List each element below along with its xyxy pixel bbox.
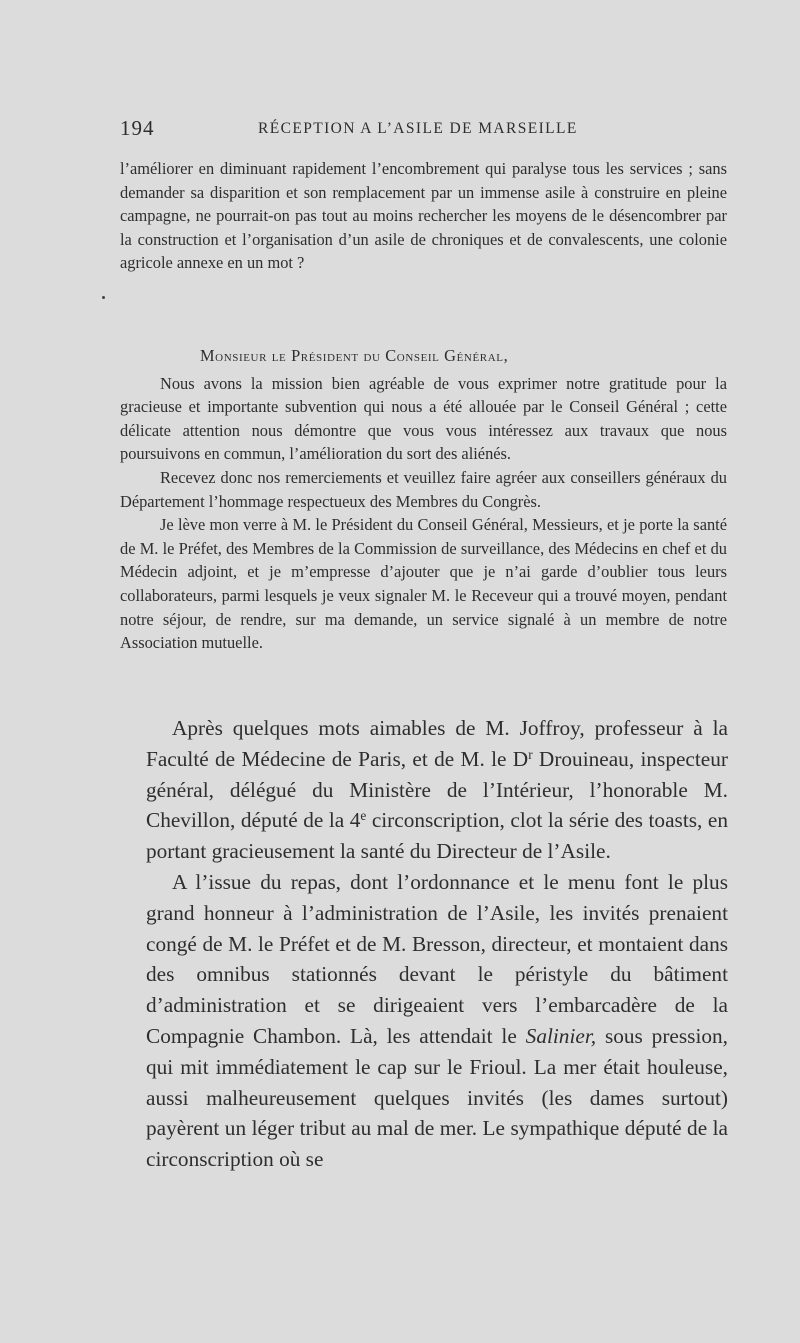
- running-title: RÉCEPTION A L’ASILE DE MARSEILLE: [258, 120, 578, 137]
- narrative-text: sous pression, qui mit immédiatement le cap sur le Frioul. La mer était houleuse, aussi malheureusement quelques invités (les dames surtout) payèrent un léger tribut au mal de mer. Le sympathique député de la circonscription où se: [146, 1023, 728, 1172]
- speech-continuation-paragraph: l’améliorer en diminuant rapidement l’encombrement qui paralyse tous les services ; sans demander sa disparition et son remplacement par un immense asile à construire en pleine campagne, ne pourrait-on pas tout au moins rechercher les moyens de le désencombrer par la construction et l’organisation d’un asile de chroniques et de convalescents, une colonie agricole annexe en un mot ?: [120, 159, 727, 273]
- narrative-text: circonscription, clot la série des toasts, en portant gracieusement la santé du Directeur de l’Asile.: [146, 808, 728, 864]
- speech-paragraph: Nous avons la mission bien agréable de vous exprimer notre gratitude pour la gracieuse et importante subvention qui nous a été allouée par le Conseil Général ; cette délicate attention nous démontre que vous vous intéressez aux travaux que nous poursuivons en commun, l’amélioration du sort des aliénés.: [120, 373, 727, 464]
- narrative-paragraph-departure: [146, 867, 728, 1175]
- margin-mark: [102, 296, 105, 299]
- speech-paragraph: Je lève mon verre à M. le Président du Conseil Général, Messieurs, et je porte la santé de M. le Préfet, des Membres de la Commission de surveillance, des Médecins en chef et du Médecin adjoint, et je m’empresse d’ajouter que je n’ai garde d’oublier tous leurs collaborateurs, parmi lesquels je veux signaler M. le Receveur qui a trouvé moyen, pendant notre séjour, de rendre, sur ma demande, un service signalé à un membre de notre Association mutuelle.: [120, 515, 727, 653]
- page-header: [120, 116, 680, 142]
- superscript: r: [528, 746, 533, 762]
- narrative-text: Drouineau, inspecteur général, délégué du Ministère de l’Intérieur, l’honorable M. Chevillon, député de la 4: [146, 746, 728, 833]
- narrative-paragraph-toasts: [146, 713, 728, 867]
- salutation-heading: Monsieur le Président du Conseil Général,: [200, 346, 509, 365]
- speech-body: [120, 348, 727, 655]
- superscript: e: [360, 808, 367, 824]
- narrative-text: Après quelques mots aimables de M. Joffroy, professeur à la Faculté de Médecine de Paris, et de M. le D: [146, 716, 728, 771]
- page-number: 194: [120, 116, 155, 140]
- speech-paragraph: [120, 348, 727, 372]
- narrative-text: A l’issue du repas, dont l’ordonnance et le menu font le plus grand honneur à l’administration de l’Asile, les invités prenaient congé de M. le Préfet et de M. Bresson, directeur, et montaient dans des omnibus stationnés devant le péristyle du bâtiment d’administration et se dirigeaient vers l’embarcadère de la Compagnie Chambon. Là, les attendait le: [146, 869, 728, 1048]
- ship-name: Salinier,: [525, 1023, 597, 1048]
- speech-paragraph: Recevez donc nos remerciements et veuillez faire agréer aux conseillers généraux du Département l’hommage respectueux des Membres du Congrès.: [120, 467, 727, 511]
- speech-continuation-block: [120, 157, 727, 275]
- narrative-block: [146, 713, 728, 1175]
